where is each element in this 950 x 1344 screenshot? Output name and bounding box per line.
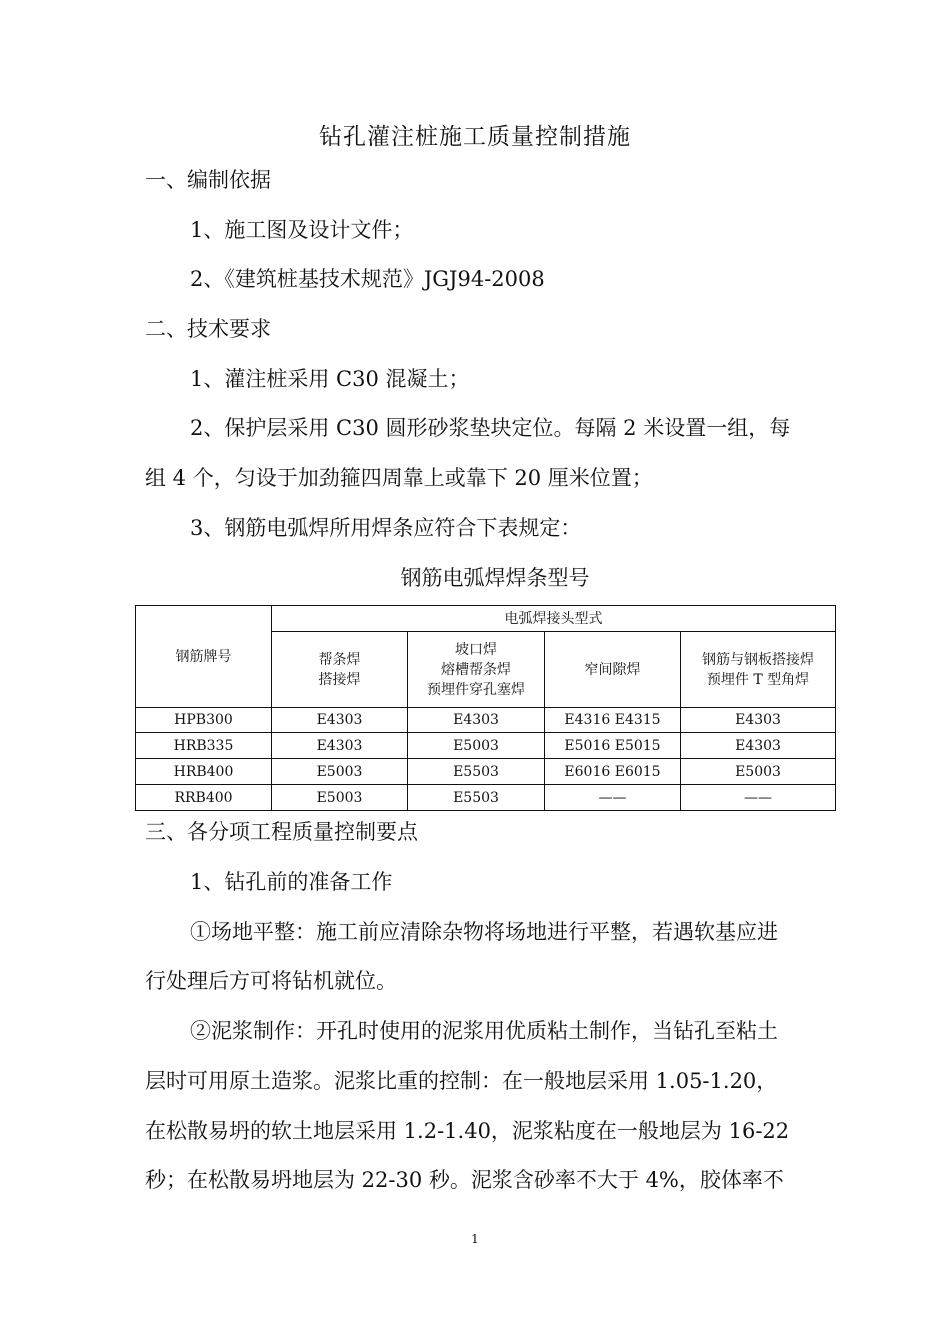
document-title: 钻孔灌注桩施工质量控制措施 <box>319 124 631 150</box>
table-row <box>136 759 836 785</box>
paragraph-2-line-3: 在松散易坍的软土地层采用 1.2-1.40，泥浆粘度在一般地层为 16-22 <box>145 1119 790 1143</box>
paragraph-2-line-2: 层时可用原土造浆。泥浆比重的控制：在一般地层采用 1.05-1.20， <box>145 1069 778 1093</box>
table-cell: E5003 <box>408 733 545 759</box>
quality-sub-1: 1、钻孔前的准备工作 <box>190 870 393 894</box>
col-header-line: 窄间隙焊 <box>584 661 641 678</box>
table-cell: E4303 <box>272 733 408 759</box>
tech-item-1: 1、灌注桩采用 C30 混凝土； <box>190 367 470 391</box>
table-caption: 钢筋电弧焊焊条型号 <box>400 566 590 590</box>
paragraph-1-line-2: 行处理后方可将钻机就位。 <box>145 969 397 993</box>
col-header-line: 熔槽帮条焊 <box>441 661 511 678</box>
table-cell: —— <box>545 785 681 811</box>
table-cell: E6016 E6015 <box>545 759 681 785</box>
col-header-line: 预埋件 T 型角焊 <box>706 671 810 688</box>
col-header-line: 坡口焊 <box>455 641 497 658</box>
paragraph-2-line-4: 秒；在松散易坍地层为 22-30 秒。泥浆含砂率不大于 4%，胶体率不 <box>145 1168 784 1192</box>
table-cell: E5503 <box>408 759 545 785</box>
table-row <box>136 733 836 759</box>
table-cell: E4303 <box>681 708 836 733</box>
welding-rod-table <box>135 605 836 811</box>
table-cell: HRB335 <box>136 733 272 759</box>
table-cell: E4303 <box>408 708 545 733</box>
col-header-line: 钢筋与钢板搭接焊 <box>702 651 814 668</box>
table-cell: E5003 <box>272 785 408 811</box>
tech-item-2-line-2: 组 4 个，匀设于加劲箍四周靠上或靠下 20 厘米位置； <box>145 466 653 490</box>
table-row <box>136 785 836 811</box>
table-cell: RRB400 <box>136 785 272 811</box>
tech-item-2-line-1: 2、保护层采用 C30 圆形砂浆垫块定位。每隔 2 米设置一组，每 <box>190 416 791 440</box>
table-cell: E5016 E5015 <box>545 733 681 759</box>
table-cell: E5503 <box>408 785 545 811</box>
section-heading-quality: 三、各分项工程质量控制要点 <box>145 820 418 844</box>
tech-item-3: 3、钢筋电弧焊所用焊条应符合下表规定： <box>190 516 582 540</box>
table-cell: E5003 <box>681 759 836 785</box>
table-cell: E4316 E4315 <box>545 708 681 733</box>
col-header-line: 帮条焊 <box>318 651 361 668</box>
col-header-strap-lap <box>272 632 408 708</box>
table-cell: E5003 <box>272 759 408 785</box>
col-header-line: 预埋件穿孔塞焊 <box>427 681 525 698</box>
page-number: 1 <box>471 1232 479 1246</box>
table-row-header: 钢筋牌号 <box>136 606 272 708</box>
table-cell: HRB400 <box>136 759 272 785</box>
col-header-groove <box>408 632 545 708</box>
table-row <box>136 708 836 733</box>
section-heading-basis: 一、编制依据 <box>145 168 271 192</box>
section-heading-tech: 二、技术要求 <box>145 317 271 341</box>
col-header-narrow-gap <box>545 632 681 708</box>
paragraph-2-line-1: ②泥浆制作：开孔时使用的泥浆用优质粘土制作，当钻孔至粘土 <box>190 1019 778 1043</box>
table-cell: HPB300 <box>136 708 272 733</box>
table-cell: E4303 <box>272 708 408 733</box>
basis-item-1: 1、施工图及设计文件； <box>190 218 414 242</box>
col-header-line: 搭接焊 <box>318 671 361 688</box>
paragraph-1-line-1: ①场地平整：施工前应清除杂物将场地进行平整，若遇软基应进 <box>190 920 778 944</box>
table-cell: E4303 <box>681 733 836 759</box>
basis-item-2: 2、《建筑桩基技术规范》JGJ94-2008 <box>190 267 545 291</box>
table-group-header: 电弧焊接头型式 <box>272 606 836 632</box>
col-header-plate-lap <box>681 632 836 708</box>
table-cell: —— <box>681 785 836 811</box>
